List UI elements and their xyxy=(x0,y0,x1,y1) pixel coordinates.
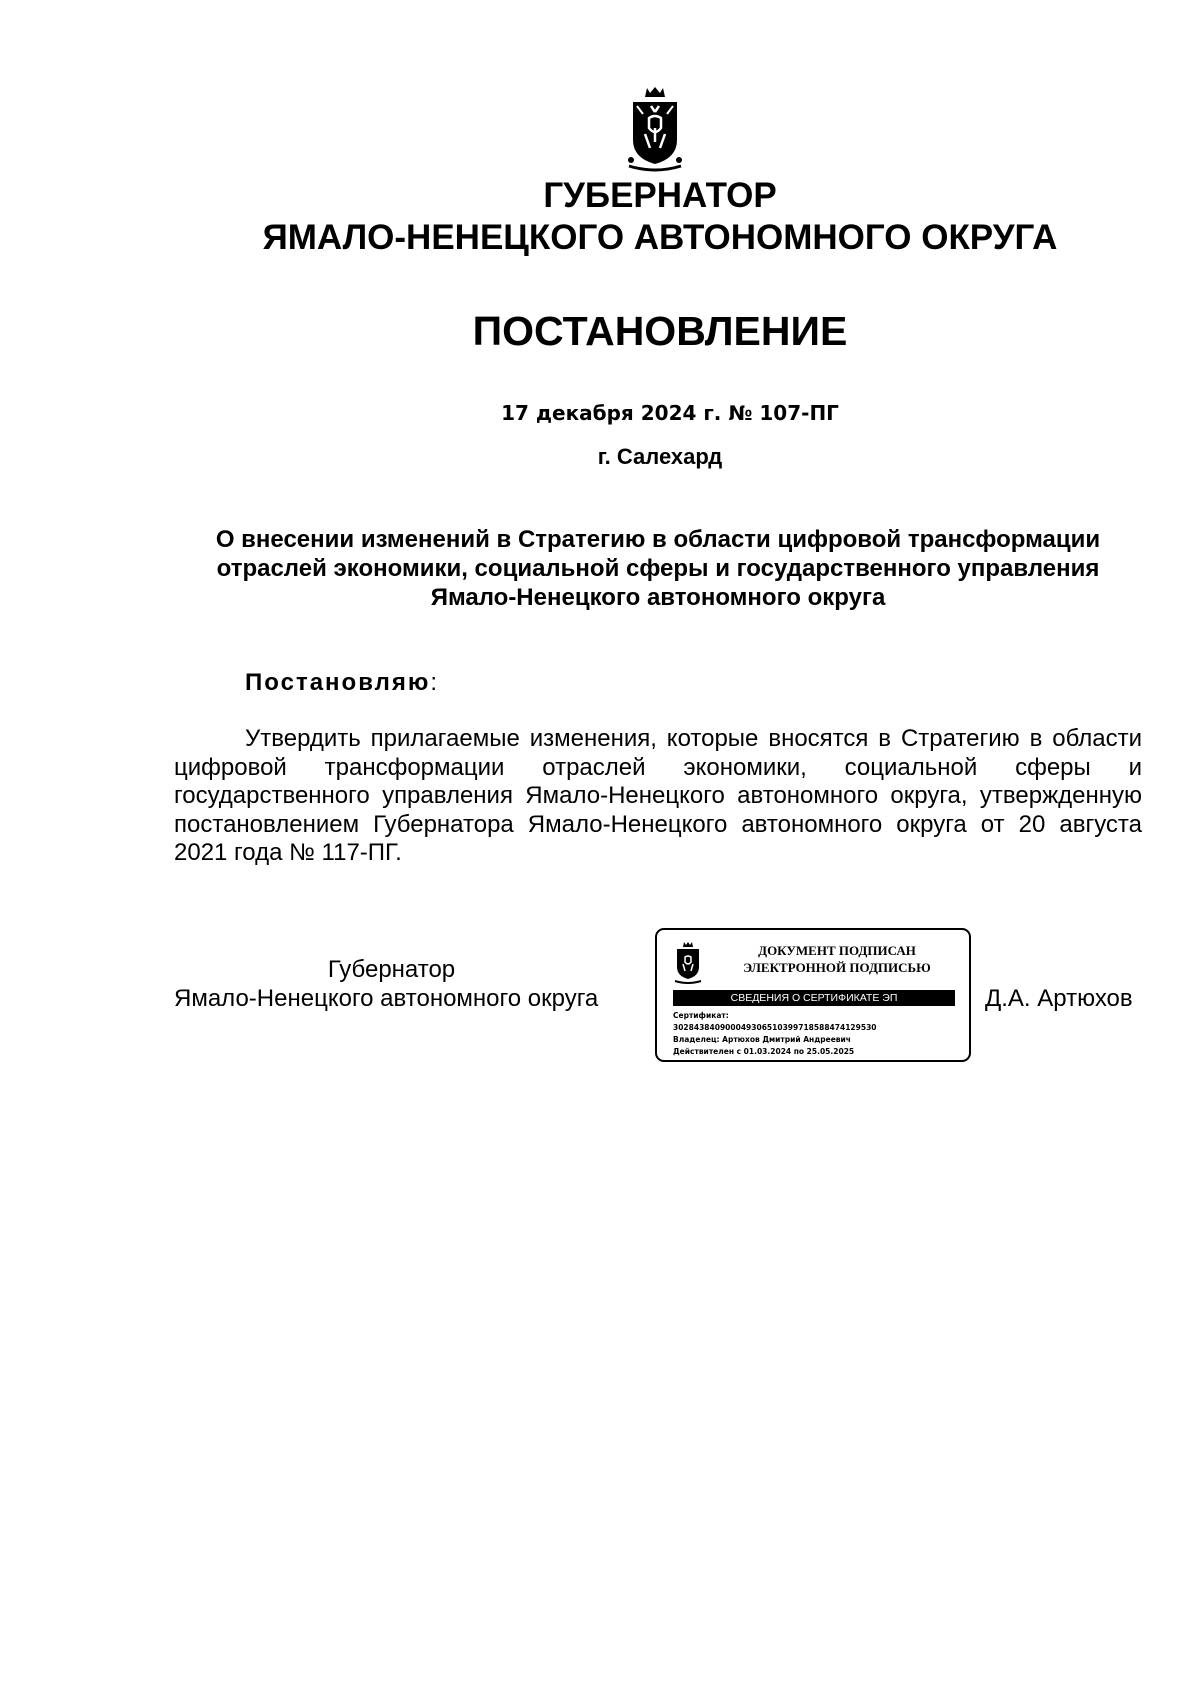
certificate-info-bar: СВЕДЕНИЯ О СЕРТИФИКАТЕ ЭП xyxy=(673,990,955,1006)
certificate-details xyxy=(673,1010,955,1058)
signatory-position-line2: Ямало-Ненецкого автономного округа xyxy=(174,985,599,1012)
stamp-title-line2: ЭЛЕКТРОННОЙ ПОДПИСЬЮ xyxy=(743,960,931,975)
date-number: 17 декабря 2024 г. № 107-ПГ xyxy=(501,401,839,425)
coat-of-arms-emblem xyxy=(625,84,685,174)
document-subject: О внесении изменений в Стратегию в области цифровой трансформации отраслей экономики, социальной сферы и государственного управления Ямало-Ненецкого автономного округа xyxy=(215,526,1101,611)
decree-colon: : xyxy=(430,669,438,696)
stamp-title-line1: ДОКУМЕНТ ПОДПИСАН xyxy=(758,943,916,958)
cert-owner: Владелец: Артюхов Дмитрий Андреевич xyxy=(673,1035,851,1044)
decree-label xyxy=(245,669,437,697)
decree-word: Постановляю xyxy=(245,669,431,696)
stamp-emblem-icon xyxy=(673,940,703,984)
stamp-title xyxy=(717,942,957,976)
body-paragraph: Утвердить прилагаемые изменения, которые вносятся в Стратегию в области цифровой трансформации отраслей экономики, социальной сферы и государственного управления Ямало-Ненецкого автономного округа, утвержденную постановлением Губернатора Ямало-Ненецкого автономного округа от 20 августа 2021 года № 117-ПГ. xyxy=(174,725,1142,866)
cert-label: Сертификат: xyxy=(673,1011,729,1020)
issuer-title: ГУБЕРНАТОР xyxy=(543,176,777,215)
cert-validity: Действителен с 01.03.2024 по 25.05.2025 xyxy=(673,1047,855,1056)
signatory-position xyxy=(174,955,644,1013)
city: г. Салехард xyxy=(597,444,723,469)
issuer-region: ЯМАЛО-НЕНЕЦКОГО АВТОНОМНОГО ОКРУГА xyxy=(262,218,1058,257)
electronic-signature-stamp xyxy=(655,928,971,1062)
signatory-name: Д.А. Артюхов xyxy=(985,985,1133,1012)
document-type: ПОСТАНОВЛЕНИЕ xyxy=(472,308,848,354)
signatory-position-line1: Губернатор xyxy=(327,956,456,983)
cert-number: 302843840900049306510399718588474129530 xyxy=(673,1023,877,1032)
